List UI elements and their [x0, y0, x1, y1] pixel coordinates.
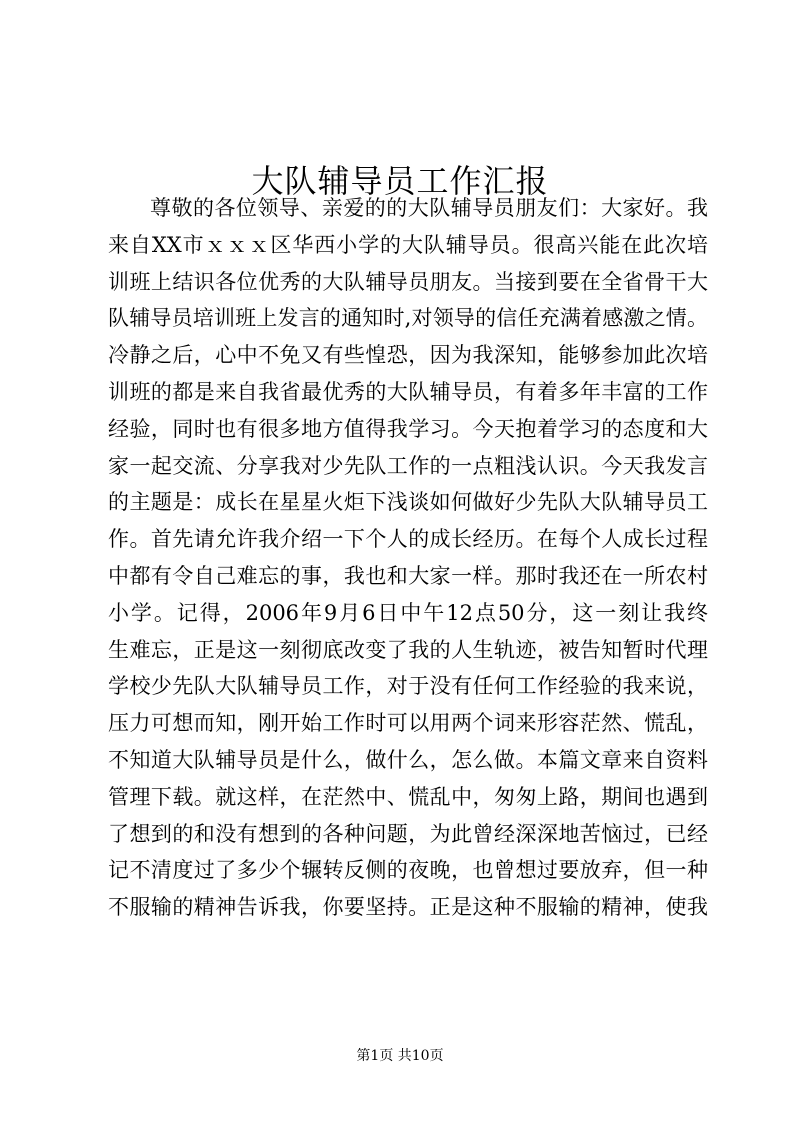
text-line: 经验，同时也有很多地方值得我学习。今天抱着学习的态度和大: [108, 416, 708, 441]
text-line: 压力可想而知，刚开始工作时可以用两个词来形容茫然、慌乱，: [108, 711, 708, 736]
text-line: 训班的都是来自我省最优秀的大队辅导员，有着多年丰富的工作: [108, 379, 708, 404]
text-line: 了想到的和没有想到的各种问题，为此曾经深深地苦恼过，已经: [108, 821, 708, 846]
text-line: 训班上结识各位优秀的大队辅导员朋友。当接到要在全省骨干大: [108, 269, 708, 294]
text-line: 家一起交流、分享我对少先队工作的一点粗浅认识。今天我发言: [108, 453, 708, 478]
text-line: 不服输的精神告诉我，你要坚持。正是这种不服输的精神，使我: [108, 895, 708, 920]
document-title: 大队辅导员工作汇报: [251, 162, 549, 201]
text-line: 冷静之后，心中不免又有些惶恐，因为我深知，能够参加此次培: [108, 343, 708, 368]
text-line: 生难忘，正是这一刻彻底改变了我的人生轨迹，被告知暂时代理: [108, 637, 708, 662]
text-line: 记不清度过了多少个辗转反侧的夜晚，也曾想过要放弃，但一种: [108, 858, 708, 883]
text-line: 管理下载。就这样，在茫然中、慌乱中，匆匆上路，期间也遇到: [108, 784, 708, 809]
text-line: 作。首先请允许我介绍一下个人的成长经历。在每个人成长过程: [108, 527, 708, 552]
text-line: 来自XX市ｘｘｘ区华西小学的大队辅导员。很高兴能在此次培: [108, 232, 708, 257]
text-line: 不知道大队辅导员是什么，做什么，怎么做。本篇文章来自资料: [108, 747, 708, 772]
text-line: 队辅导员培训班上发言的通知时,对领导的信任充满着感激之情。: [108, 306, 708, 331]
text-line: 小学。记得，2006年9月6日中午12点50分，这一刻让我终: [108, 600, 708, 625]
text-line: 的主题是：成长在星星火炬下浅谈如何做好少先队大队辅导员工: [108, 490, 708, 515]
page-footer: 第1页 共10页: [356, 1048, 444, 1064]
text-line: 中都有令自己难忘的事，我也和大家一样。那时我还在一所农村: [108, 563, 708, 588]
text-line: 尊敬的各位领导、亲爱的的大队辅导员朋友们：大家好。我: [150, 196, 708, 220]
text-line: 学校少先队大队辅导员工作，对于没有任何工作经验的我来说，: [108, 674, 708, 699]
body-paragraph: [108, 190, 708, 926]
